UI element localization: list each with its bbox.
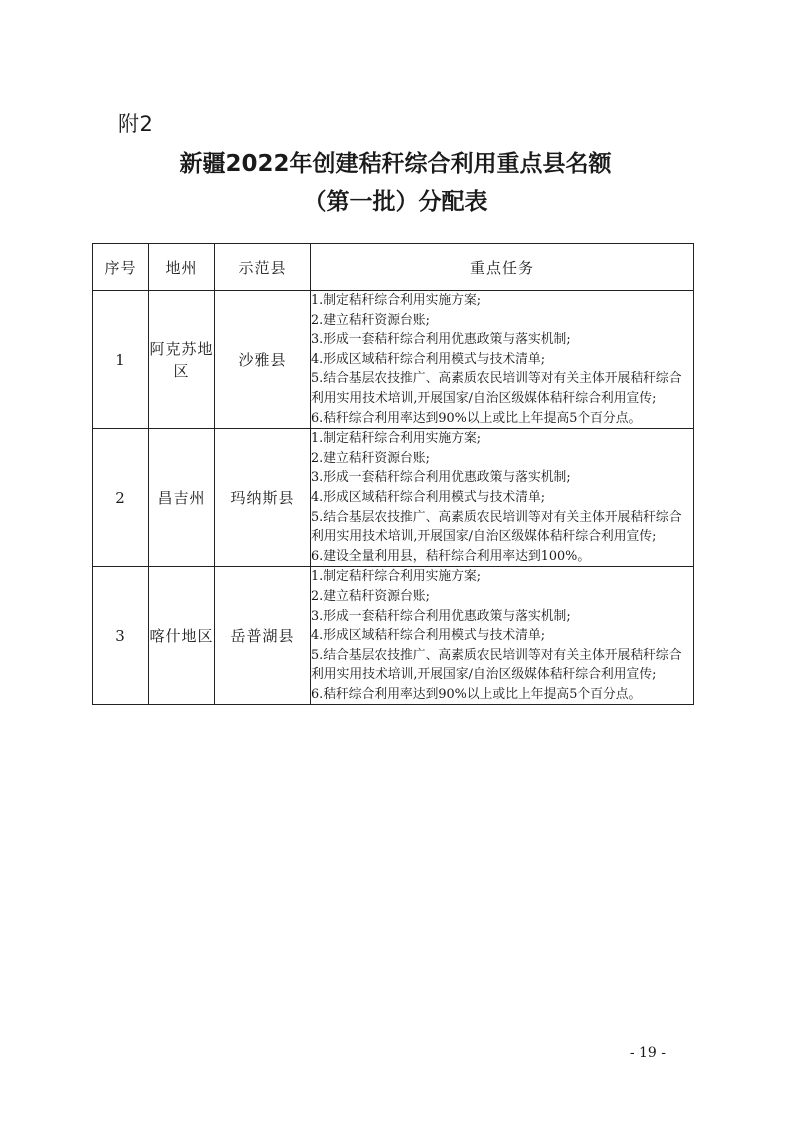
row-county: 玛纳斯县 — [215, 429, 311, 567]
table-row — [93, 429, 694, 567]
header-region: 地州 — [149, 244, 215, 291]
task-item: 4.形成区域秸秆综合利用模式与技术清单; — [311, 628, 546, 644]
row-county: 岳普湖县 — [215, 567, 311, 705]
task-item: 2.建立秸秆资源台账; — [311, 312, 430, 328]
row-region: 阿克苏地区 — [149, 291, 215, 429]
row-no: 3 — [93, 567, 149, 705]
task-item: 2.建立秸秆资源台账; — [311, 588, 430, 604]
row-no: 2 — [93, 429, 149, 567]
task-item: 6.建设全量利用县，秸秆综合利用率达到100%。 — [311, 548, 591, 564]
table-header-row — [93, 244, 694, 291]
task-item: 1.制定秸秆综合利用实施方案; — [311, 431, 482, 447]
task-item: 6.秸秆综合利用率达到90%以上或比上年提高5个百分点。 — [311, 410, 642, 426]
row-tasks — [311, 429, 694, 567]
task-item: 4.形成区域秸秆综合利用模式与技术清单; — [311, 351, 546, 367]
attachment-label: 附2 — [118, 112, 154, 136]
task-item: 5.结合基层农技推广、高素质农民培训等对有关主体开展秸秆综合利用实用技术培训,开展国家/自治区级媒体秸秆综合利用宣传; — [311, 371, 682, 406]
header-county: 示范县 — [215, 244, 311, 291]
row-region: 喀什地区 — [149, 567, 215, 705]
task-item: 1.制定秸秆综合利用实施方案; — [311, 569, 482, 585]
task-item: 1.制定秸秆综合利用实施方案; — [311, 293, 482, 308]
header-no: 序号 — [93, 244, 149, 291]
document-subtitle: （第一批）分配表 — [303, 189, 488, 215]
task-item: 3.形成一套秸秆综合利用优惠政策与落实机制; — [311, 608, 571, 624]
task-item: 3.形成一套秸秆综合利用优惠政策与落实机制; — [311, 470, 571, 486]
row-no: 1 — [93, 291, 149, 429]
task-item: 5.结合基层农技推广、高素质农民培训等对有关主体开展秸秆综合利用实用技术培训,开展国家/自治区级媒体秸秆综合利用宣传; — [311, 647, 682, 683]
task-item: 6.秸秆综合利用率达到90%以上或比上年提高5个百分点。 — [311, 686, 642, 702]
task-item: 2.建立秸秆资源台账; — [311, 450, 430, 466]
table-row — [93, 567, 694, 705]
row-county: 沙雅县 — [215, 291, 311, 429]
header-tasks: 重点任务 — [311, 244, 694, 291]
row-region: 昌吉州 — [149, 429, 215, 567]
page-number: - 19 - — [629, 1045, 666, 1061]
task-item: 5.结合基层农技推广、高素质农民培训等对有关主体开展秸秆综合利用实用技术培训,开展国家/自治区级媒体秸秆综合利用宣传; — [311, 509, 682, 545]
task-item: 3.形成一套秸秆综合利用优惠政策与落实机制; — [311, 332, 571, 348]
allocation-table — [92, 243, 694, 705]
row-tasks — [311, 567, 694, 705]
task-item: 4.形成区域秸秆综合利用模式与技术清单; — [311, 489, 546, 505]
table-row — [93, 291, 694, 429]
document-title: 新疆2022年创建秸秆综合利用重点县名额 — [179, 151, 612, 177]
row-tasks — [311, 291, 694, 429]
